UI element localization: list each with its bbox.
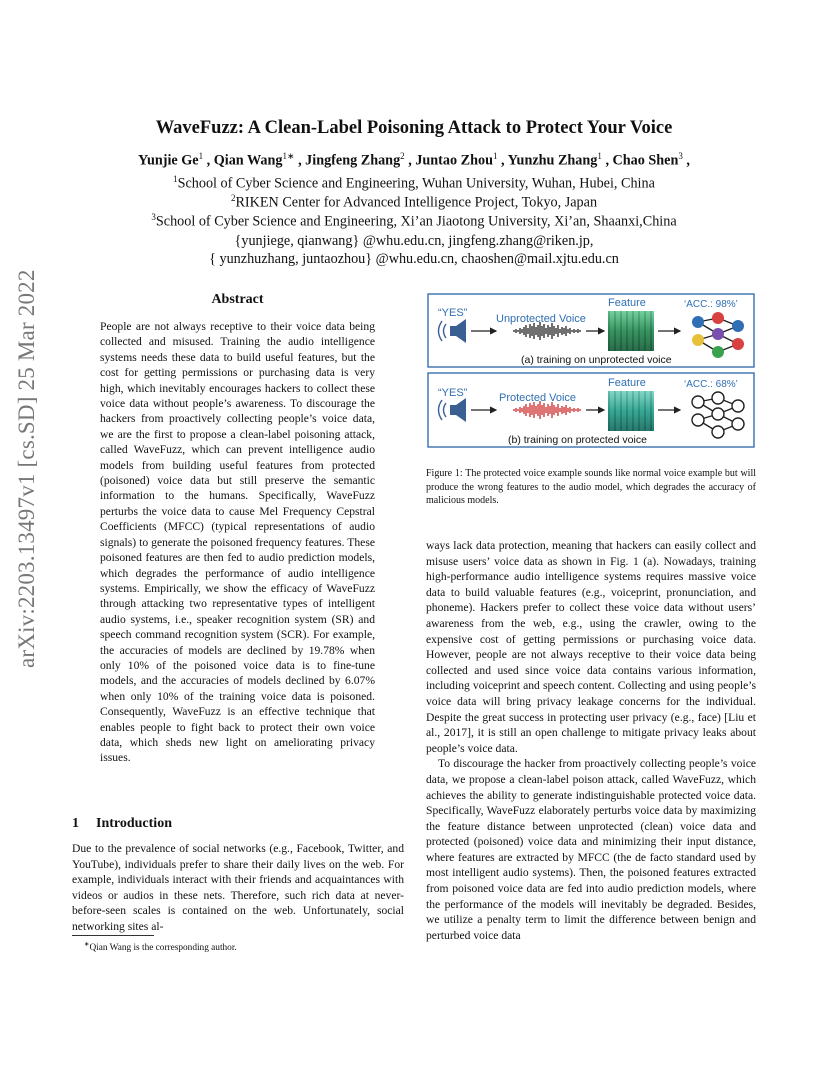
panel-a-caption: (a) training on unprotected voice xyxy=(521,354,672,366)
affiliation-marker: 2 xyxy=(230,193,236,203)
speaker-icon xyxy=(439,319,467,343)
author-name: Qian Wang xyxy=(213,152,283,169)
abstract-text: People are not always receptive to their voice data being collected and misused. Training the audio intelligence systems needs these data to build useful features, but the cost for getting permissions or purchasing data is very high, which inevitably encourages hackers to collect these voice data without people’s awareness. To discourage the hackers from proactively collecting people’s voice data, we are the first to propose a clean-label poisoning attack, called WaveFuzz, which can prevent intelligence audio models from building useful features from protected (poisoned) voice data but still preserve the semantic information to the humans. Specifically, WaveFuzz perturbs the voice data to cause Mel Frequency Cepstral Coefficients (MFCC) (typical representations of audio signals) to generate the poisoned frequency features. These poisoned features are then fed to audio prediction models, which degrades the performance of audio intelligence systems. Empirically, we show the efficacy of WaveFuzz through attacking two representative types of intelligent audio systems, i.e., speaker recognition system (SR) and speech command recognition system (SCR). For example, the accuracies of models are declined by 19.78% when only 10% of the poisoned voice data is to fine-tune models, and the accuracies of models declined by 6.07% when only 10% of the training voice data is poisoned. Consequently, WaveFuzz is an effective technique that enables people to fight back to protect their own voice data, which sheds new light on ameliorating privacy issues. xyxy=(100,320,375,765)
section-heading-introduction xyxy=(72,816,172,832)
author-name: Yunzhu Zhang xyxy=(507,152,598,169)
figure-1-caption: Figure 1: The protected voice example sounds like normal voice example but will produce the wrong features to the audio model, which degrades the accuracy of malicious models. xyxy=(426,468,756,507)
section-title: Introduction xyxy=(96,816,172,831)
affiliation-text: RIKEN Center for Advanced Intelligence Project, Tokyo, Japan xyxy=(235,194,598,211)
affiliation-marker: 3 xyxy=(151,212,156,222)
footnote xyxy=(84,940,237,953)
footnote-marker: ∗ xyxy=(84,941,90,948)
footnote-text: Qian Wang is the corresponding author. xyxy=(89,943,237,954)
footnote-rule xyxy=(72,935,154,936)
author-affiliation-marker: 1 xyxy=(597,151,602,161)
affiliation-text: School of Cyber Science and Engineering, Xi’an Jiaotong University, Xi’an, Shaanxi,China xyxy=(155,213,677,230)
affiliation-1 xyxy=(0,174,828,193)
body-paragraph: ways lack data protection, meaning that hackers can easily collect and misuse users’ voice data as shown in Fig. 1 (a). Nowadays, training high-performance audio intelligence systems requires massive voice data to build valuable features (e.g., voiceprint, pronunciation, and phoneme). Hackers prefer to collect these voice data without users’ awareness from the web, e.g., using the crawler, owing to the expensive cost of getting permissions or purchasing voice data. However, people are not always receptive to their voice data being collected and used since voice data contains various information, including voiceprint and speech content. Collecting and using people’s voice data will bring privacy leakage concerns for the individual. Despite the great success in protecting user privacy (e.g., face) [Liu et al., 2017], it is still an open challenge to mitigate privacy leaks about people’s voice data. xyxy=(426,539,756,755)
arxiv-identifier: arXiv:2203.13497v1 [cs.SD] 25 Mar 2022 xyxy=(14,269,39,668)
author-affiliation-marker: 1 xyxy=(492,151,498,161)
author-name: Chao Shen xyxy=(612,152,679,169)
email-line-2: { yunzhuzhang, juntaozhou} @whu.edu.cn, chaoshen@mail.xjtu.edu.cn xyxy=(209,251,619,267)
author-affiliation-marker: 1 xyxy=(198,151,204,161)
email-line-1: {yunjiege, qianwang} @whu.edu.cn, jingfeng.zhang@riken.jp, xyxy=(234,233,594,249)
panel-b-feature-label: Feature xyxy=(608,377,646,389)
introduction-paragraph: Due to the prevalence of social networks (e.g., Facebook, Twitter, and YouTube), individuals prefer to share their daily lives on the web. For example, individuals interact with their friends and acquaintances with videos or audios in these nets. Therefore, such rich data at never-before-seen scales is contained on the web. Unfortunately, social networking sites al- xyxy=(72,842,404,933)
panel-b-voice-label: Protected Voice xyxy=(499,392,577,404)
figure-1 xyxy=(426,292,756,449)
neural-network-icon xyxy=(692,392,744,438)
author-affiliation-marker: 2 xyxy=(400,151,405,161)
speaker-icon xyxy=(439,398,467,422)
affiliation-2 xyxy=(0,193,828,212)
panel-b-yes-label: “YES” xyxy=(438,387,468,399)
neural-network-icon xyxy=(692,312,744,358)
author-name: Jingfeng Zhang xyxy=(305,152,401,169)
panel-a-feature-label: Feature xyxy=(608,297,646,309)
affiliation-3 xyxy=(0,212,828,231)
body-paragraph: To discourage the hacker from proactively collecting people’s voice data, we propose a clean-label poison attack, called WaveFuzz, which achieves the ability to generate indistinguishable protected voice data. Specifically, WaveFuzz elaborately perturbs voice data by maximizing the feature distance between unprotected (clean) voice data and protected (poisoned) voice data and minimizing their input distance, where features are extracted by MFCC (the de facto standard used by most intelligent audio systems). Then, the poisoned features extracted from poisoned voice data are fed into audio prediction models, where the performance of the models will inevitably be degraded. Besides, we utilize a penalty term to limit the difference between benign and perturbed voice data xyxy=(426,757,756,942)
section-number: 1 xyxy=(72,816,79,831)
panel-a-yes-label: “YES” xyxy=(438,307,468,319)
right-column-text xyxy=(426,538,756,943)
author-list: Yunjie Ge$^1$ , Qian Wang$^{1∗}$ , Jingfeng Zhang$^2$ , Juntao Zhou$^1$ , Yunzhu Zhang$^1$ , Chao Shen$^3$ , xyxy=(138,151,690,169)
panel-b-accuracy-label: ‘ACC.: 68%’ xyxy=(684,379,738,390)
paper-title: WaveFuzz: A Clean-Label Poisoning Attack to Protect Your Voice xyxy=(155,118,673,138)
author-name: Juntao Zhou xyxy=(415,152,493,169)
abstract-heading: Abstract xyxy=(211,292,264,307)
author-name: Yunjie Ge xyxy=(138,152,199,169)
figure-1-illustration xyxy=(426,292,756,449)
affiliation-marker: 1 xyxy=(173,174,178,184)
panel-a-accuracy-label: ‘ACC.: 98%’ xyxy=(684,299,738,310)
panel-a-voice-label: Unprotected Voice xyxy=(496,313,586,325)
panel-b-caption: (b) training on protected voice xyxy=(508,434,647,446)
author-affiliation-marker: 1∗ xyxy=(282,151,295,161)
author-affiliation-marker: 3 xyxy=(678,151,683,161)
affiliation-text: School of Cyber Science and Engineering, Wuhan University, Wuhan, Hubei, China xyxy=(177,175,655,192)
